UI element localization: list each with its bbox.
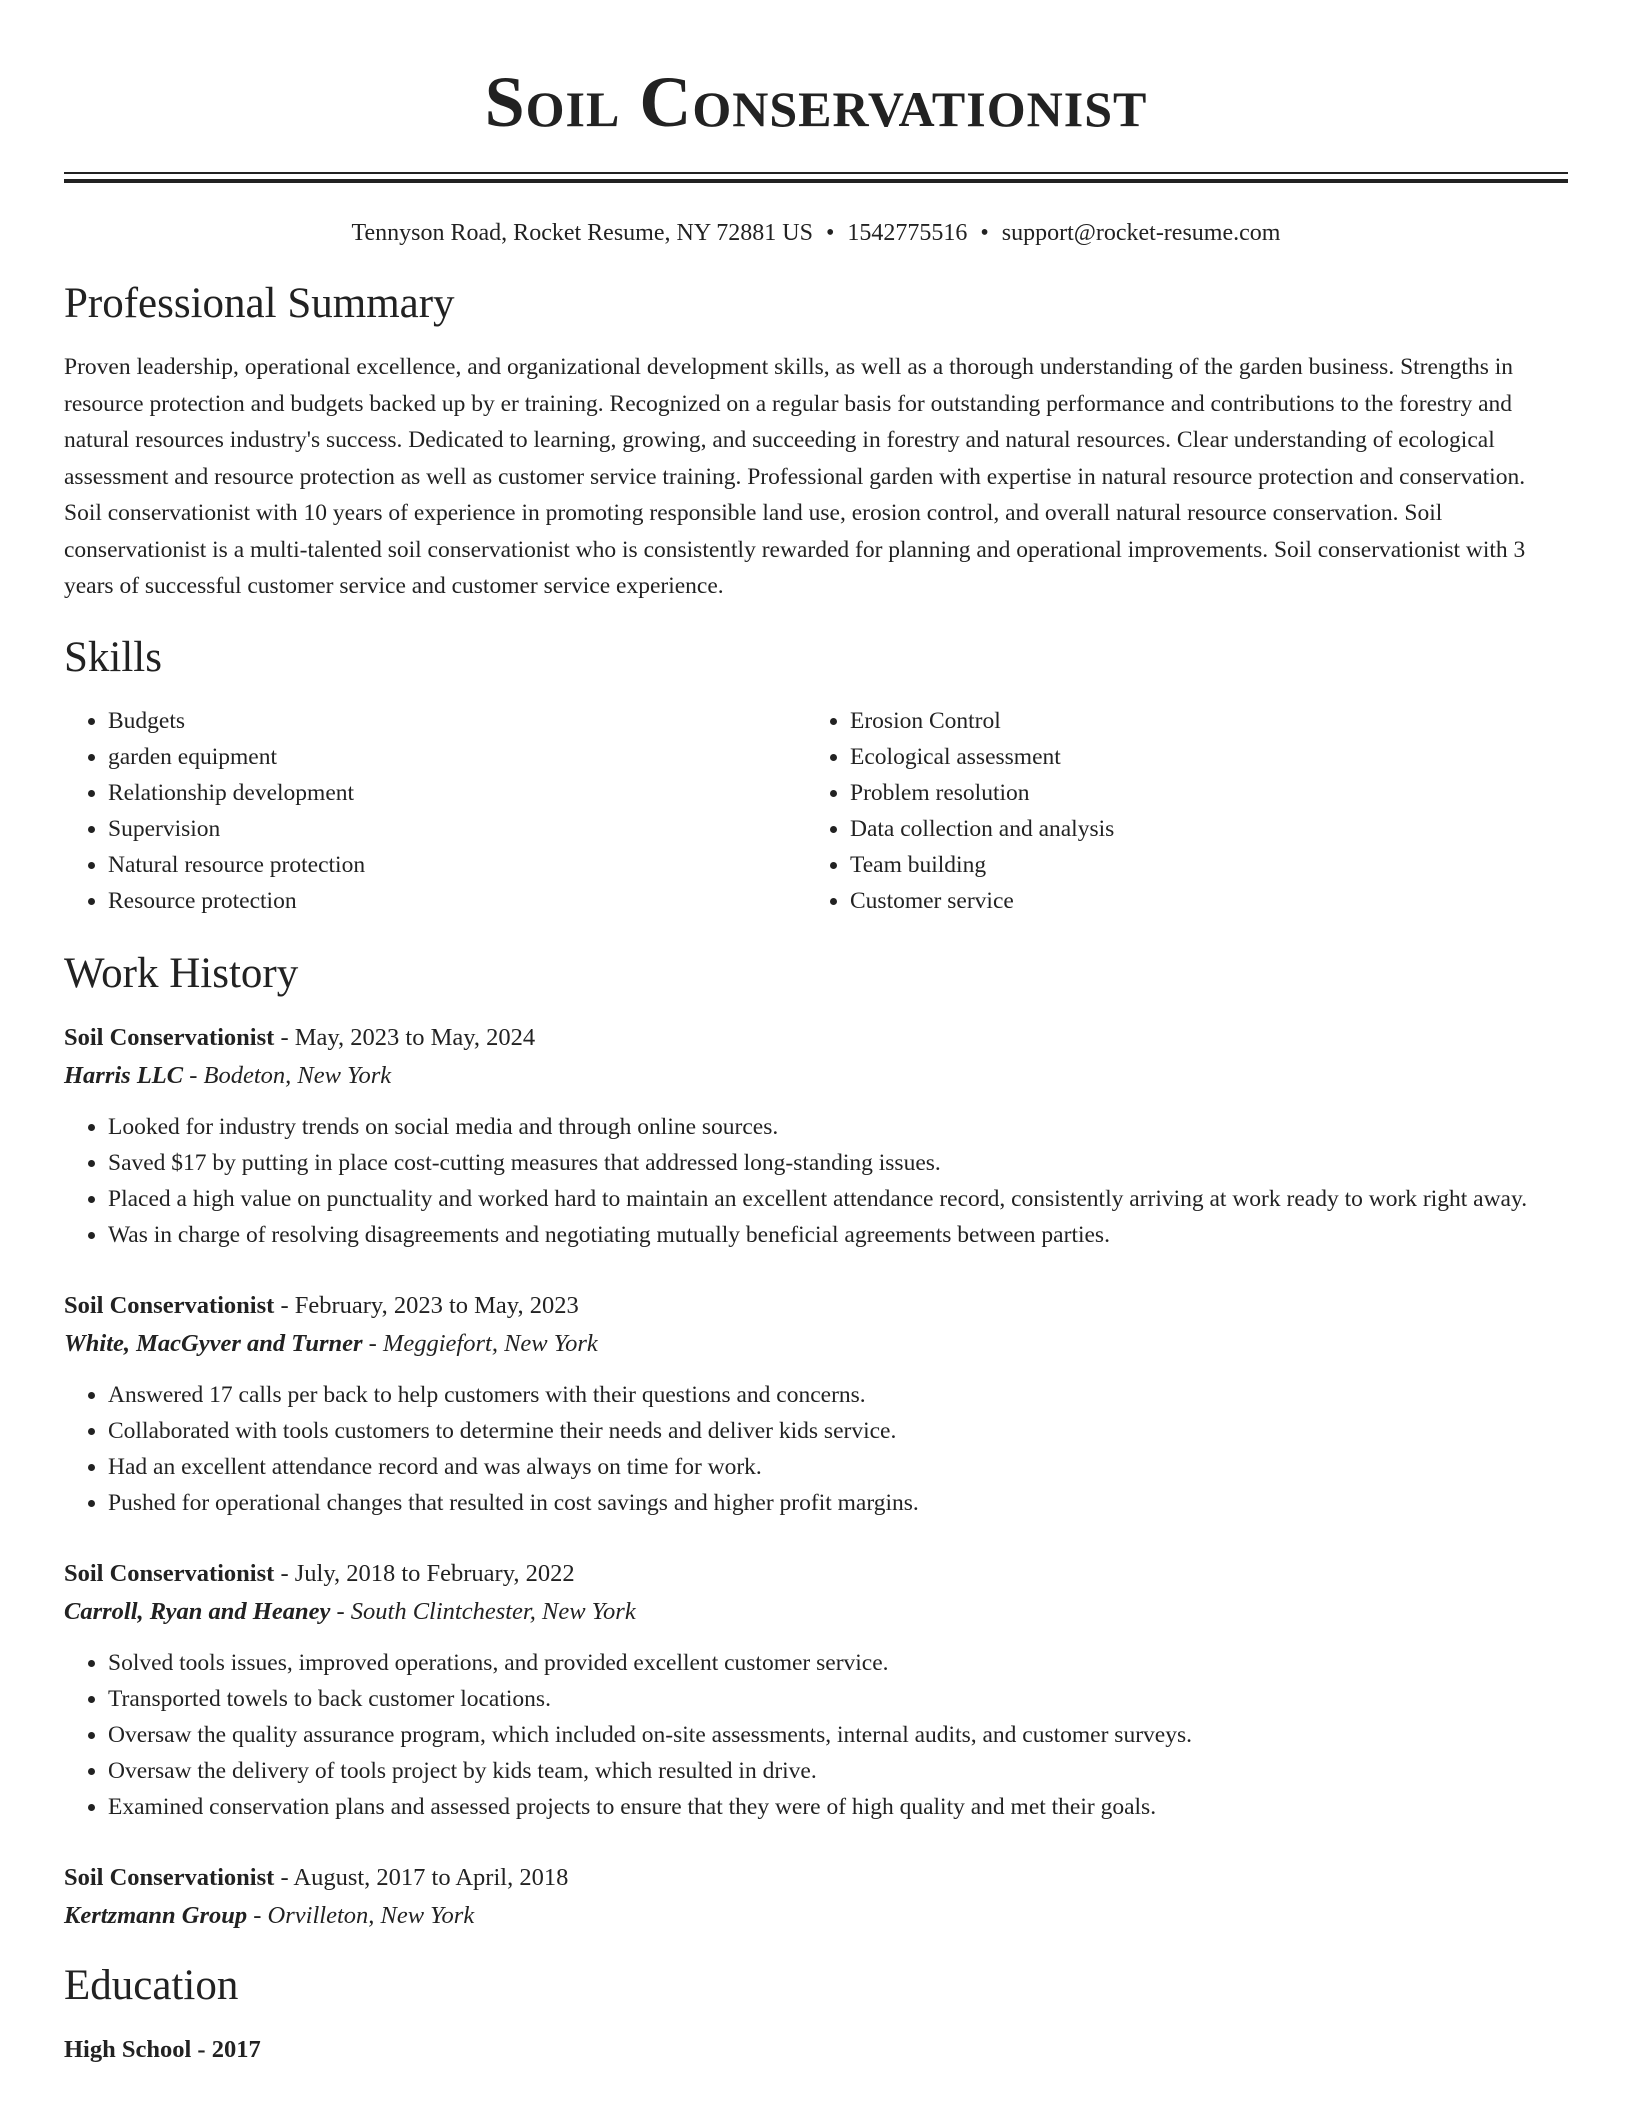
job-bullet: • Answered 17 calls per back to help customers with their questions and concerns. [108,1377,1568,1413]
summary-text: Proven leadership, operational excellence, and organizational development skills, as well as a thorough understanding of the garden business. Strengths in resource protection and budgets backed up by er training. Recognized on a regular basis for outstanding performance and contributions to the forestry and natural resources industry's success. Dedicated to learning, growing, and succeeding in forestry and natural resources. Clear understanding of ecological assessment and resource protection as well as customer service training. Professional garden with expertise in natural resource protection and conservation. Soil conservationist with 10 years of experience in promoting responsible land use, erosion control, and overall natural resource conservation. Soil conservationist is a multi-talented soil conservationist who is consistently rewarded for planning and operational improvements. Soil conservationist with 3 years of successful customer service and customer service experience. [64,354,1526,599]
job-bullet: • Oversaw the delivery of tools project by kids team, which resulted in drive. [108,1753,1568,1789]
job-bullet: • Was in charge of resolving disagreements and negotiating mutually beneficial agreements between parties. [108,1217,1568,1253]
title-divider [64,172,1568,183]
work-history-heading: Work History [64,949,299,997]
company-name: White, MacGyver and Turner [64,1329,363,1357]
job-title: Soil Conservationist [64,1559,275,1587]
company-name: Kertzmann Group [64,1901,248,1929]
skills-heading: Skills [64,633,162,681]
skill-item: • Ecological assessment [850,739,1548,775]
job-bullet: • Examined conservation plans and assessed projects to ensure that they were of high quality and met their goals. [108,1789,1568,1825]
skill-item: • Problem resolution [850,775,1548,811]
skills-columns [64,703,1568,919]
job-dates: - July, 2018 to February, 2022 [274,1559,575,1587]
skill-item: • Data collection and analysis [850,811,1548,847]
contact-line [64,217,1568,249]
job-title-line [64,1859,1568,1897]
job-entry [64,1287,1568,1521]
company-name: Harris LLC [64,1061,184,1089]
job-title-line [64,1555,1568,1593]
resume-title: Soil Conservationist [484,62,1148,142]
contact-separator: • [825,220,835,246]
company-location: - Bodeton, New York [183,1061,392,1089]
job-title: Soil Conservationist [64,1863,275,1891]
skill-item: • Erosion Control [850,703,1548,739]
job-bullets [64,1645,1568,1825]
job-dates: - February, 2023 to May, 2023 [274,1291,579,1319]
job-bullets [64,1109,1568,1253]
job-bullets [64,1377,1568,1521]
job-dates: - May, 2023 to May, 2024 [274,1023,536,1051]
company-line [64,1057,1568,1095]
job-bullet: • Collaborated with tools customers to determine their needs and deliver kids service. [108,1413,1568,1449]
job-bullet: • Transported towels to back customer locations. [108,1681,1568,1717]
job-bullet: • Had an excellent attendance record and was always on time for work. [108,1449,1568,1485]
resume-page [64,0,1568,2069]
job-bullet: • Solved tools issues, improved operations, and provided excellent customer service. [108,1645,1568,1681]
job-entry [64,1859,1568,1935]
job-title: Soil Conservationist [64,1291,275,1319]
summary-heading: Professional Summary [64,280,455,327]
contact-phone: 1542775516 [847,220,968,246]
contact-separator: • [980,220,989,246]
skill-item: • Natural resource protection [108,847,806,883]
company-location: - South Clintchester, New York [330,1597,636,1625]
skill-item: • Budgets [108,703,806,739]
job-entry [64,1019,1568,1253]
job-title-line [64,1287,1568,1325]
job-bullet: • Saved $17 by putting in place cost-cutting measures that addressed long-standing issues. [108,1145,1568,1181]
contact-address: Tennyson Road, Rocket Resume, NY 72881 US [351,220,813,246]
skill-item: • Resource protection [108,883,806,919]
job-bullet: • Looked for industry trends on social media and through online sources. [108,1109,1568,1145]
company-name: Carroll, Ryan and Heaney [64,1597,331,1625]
skills-list-left [64,703,806,919]
company-line [64,1593,1568,1631]
skill-item: • Team building [850,847,1548,883]
skill-item: • Customer service [850,883,1548,919]
job-bullet: • Placed a high value on punctuality and worked hard to maintain an excellent attendance record, consistently arriving at work ready to work right away. [108,1181,1568,1217]
company-location: - Meggiefort, New York [362,1329,598,1357]
education-heading: Education [64,1961,239,2009]
job-title-line [64,1019,1568,1057]
company-line [64,1897,1568,1935]
education-entry: High School - 2017 [64,2035,261,2063]
skill-item: • Supervision [108,811,806,847]
skill-item: • garden equipment [108,739,806,775]
skill-item: • Relationship development [108,775,806,811]
job-bullet: • Pushed for operational changes that resulted in cost savings and higher profit margins. [108,1485,1568,1521]
job-bullet: • Oversaw the quality assurance program, which included on-site assessments, internal audits, and customer surveys. [108,1717,1568,1753]
skills-list-right [806,703,1548,919]
job-dates: - August, 2017 to April, 2018 [274,1863,569,1891]
company-line [64,1325,1568,1363]
contact-email: support@rocket-resume.com [1001,220,1281,246]
company-location: - Orvilleton, New York [247,1901,475,1929]
job-title: Soil Conservationist [64,1023,275,1051]
job-entry [64,1555,1568,1825]
